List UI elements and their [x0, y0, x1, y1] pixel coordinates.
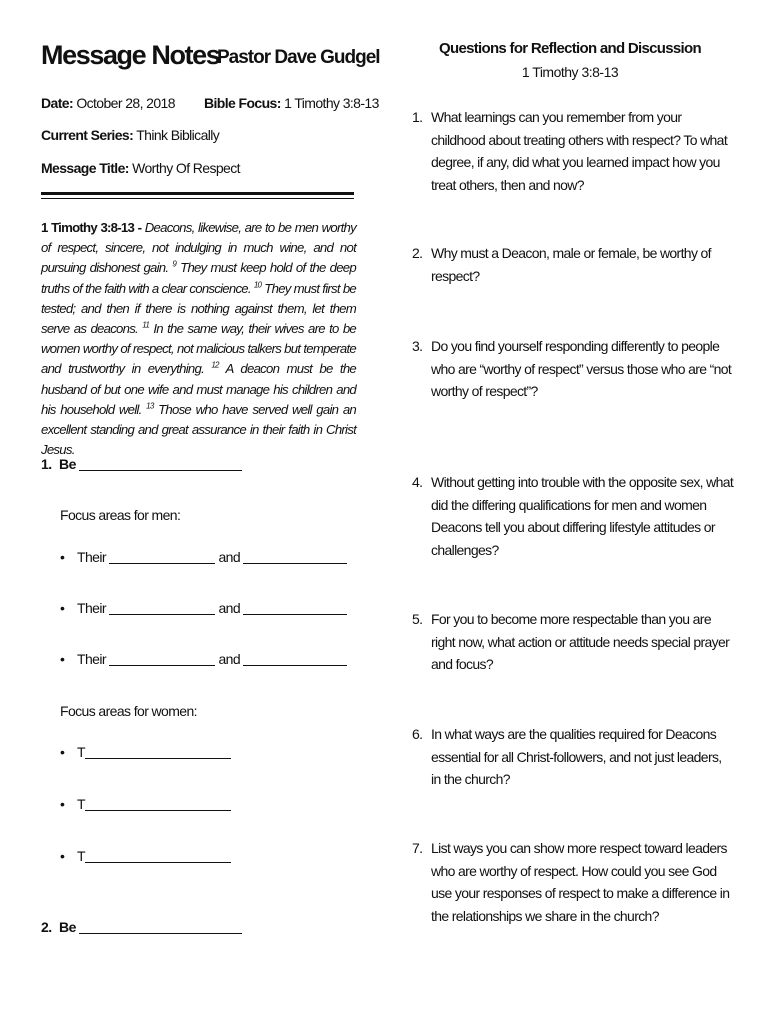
men-bullet-2 [60, 600, 347, 616]
question-text: In what ways are the qualities required for Deacons essential for all Christ-followers, and not just leaders, in the church? [431, 726, 722, 787]
date-line [41, 95, 175, 111]
women-bullet-3 [60, 848, 231, 864]
question-text: For you to become more respectable than you are right now, what action or attitude needs special prayer and focus? [431, 611, 730, 672]
question-text: Do you find yourself responding differently to people who are “worthy of respect” versus those who are “not worthy of respect”? [431, 338, 732, 399]
bullet-mark: • [60, 651, 65, 667]
series-label: Current Series: [41, 127, 134, 143]
pastor-name: Pastor Dave Gudgel [217, 47, 380, 68]
date-value: October 28, 2018 [76, 95, 175, 111]
fill-in-blank [85, 797, 231, 811]
question-4 [412, 471, 734, 561]
t-letter: T [77, 796, 85, 812]
bullet-mark: • [60, 848, 65, 864]
question-text: What learnings can you remember from your childhood about treating others with respect? To what degree, if any, did what you learned impact how you treat others, then and now? [431, 109, 728, 193]
fill-in-blank [85, 849, 231, 863]
message-title-label: Message Title: [41, 160, 129, 176]
divider-thick [41, 192, 354, 195]
verse-number-10: 10 [253, 280, 262, 290]
questions-subheading: 1 Timothy 3:8-13 [521, 64, 619, 80]
verse-10: They must first be tested; and then if there is nothing against them, let them serve as deacons. [41, 280, 356, 337]
fill-in-blank [243, 601, 347, 615]
bullet-mark: • [60, 549, 65, 565]
series-value: Think Biblically [136, 127, 220, 143]
question-number: 6. [412, 726, 423, 742]
fill-in-blank [243, 652, 347, 666]
fill-in-blank [109, 550, 215, 564]
question-number: 7. [412, 840, 423, 856]
men-bullet-3 [60, 651, 347, 667]
question-text: Why must a Deacon, male or female, be worthy of respect? [431, 245, 711, 284]
note-point-2 [41, 919, 242, 935]
their-word: Their [77, 600, 106, 616]
question-number: 3. [412, 338, 423, 354]
divider-thin [41, 198, 354, 199]
and-word: and [218, 651, 241, 667]
fill-in-blank [85, 745, 231, 759]
question-number: 2. [412, 245, 423, 261]
question-3 [412, 335, 734, 403]
t-letter: T [77, 848, 85, 864]
scripture-reference: 1 Timothy 3:8-13 [41, 220, 135, 235]
men-bullet-1 [60, 549, 347, 565]
t-letter: T [77, 744, 85, 760]
note-point-1-number: 1. [41, 456, 52, 472]
focus-women-label: Focus areas for women: [60, 703, 197, 719]
bible-focus-value: 1 Timothy 3:8-13 [284, 95, 379, 111]
question-number: 4. [412, 474, 423, 490]
fill-in-blank [243, 550, 347, 564]
verse-11: In the same way, their wives are to be women worthy of respect, not malicious talkers but temperate and trustworthy in everything. [41, 321, 356, 377]
focus-men-label: Focus areas for men: [60, 507, 181, 523]
women-bullet-2 [60, 796, 231, 812]
series-line [41, 127, 219, 143]
note-point-1 [41, 456, 242, 472]
scripture-dash: - [134, 220, 145, 235]
message-title-value: Worthy Of Respect [132, 160, 240, 176]
date-label: Date: [41, 95, 74, 111]
their-word: Their [77, 549, 106, 565]
fill-in-blank [79, 456, 242, 471]
question-number: 5. [412, 611, 423, 627]
verse-number-13: 13 [146, 401, 154, 411]
note-point-1-label: Be [59, 456, 76, 472]
their-word: Their [77, 651, 106, 667]
question-6 [412, 723, 734, 791]
scripture-passage [41, 218, 356, 460]
question-text: Without getting into trouble with the opposite sex, what did the differing qualifications for men and women Deacons tell you about differing lifestyle attitudes or challenges? [431, 474, 734, 558]
verse-number-11: 11 [142, 320, 150, 330]
message-title-line [41, 160, 240, 176]
page-title: Message Notes [41, 40, 220, 70]
note-point-2-label: Be [59, 919, 76, 935]
question-7 [412, 837, 734, 927]
verse-number-12: 12 [211, 361, 219, 371]
bullet-mark: • [60, 744, 65, 760]
and-word: and [218, 549, 241, 565]
verse-9: They must keep hold of the deep truths of the faith with a clear conscience. [41, 260, 356, 296]
verse-number-9: 9 [172, 260, 177, 270]
question-5 [412, 608, 734, 676]
questions-heading: Questions for Reflection and Discussion [439, 40, 701, 57]
question-text: List ways you can show more respect toward leaders who are worthy of respect. How could you see God use your responses of respect to make a difference in the relationships we share in the church? [431, 840, 730, 924]
and-word: and [218, 600, 241, 616]
bible-focus-label: Bible Focus: [204, 95, 281, 111]
fill-in-blank [109, 601, 215, 615]
question-number: 1. [412, 109, 423, 125]
verse-13: Those who have served well gain an excellent standing and great assurance in their faith in Christ Jesus. [41, 401, 356, 458]
fill-in-blank [79, 919, 242, 934]
bible-focus-line [204, 95, 379, 111]
verse-12: A deacon must be the husband of but one wife and must manage his children and his household well. [41, 361, 356, 417]
question-2 [412, 242, 734, 287]
women-bullet-1 [60, 744, 231, 760]
note-point-2-number: 2. [41, 919, 52, 935]
fill-in-blank [109, 652, 215, 666]
question-1 [412, 106, 734, 196]
bullet-mark: • [60, 600, 65, 616]
bullet-mark: • [60, 796, 65, 812]
verse-8: Deacons, likewise, are to be men worthy of respect, sincere, not indulging in much wine, and not pursuing dishonest gain. [41, 220, 356, 276]
